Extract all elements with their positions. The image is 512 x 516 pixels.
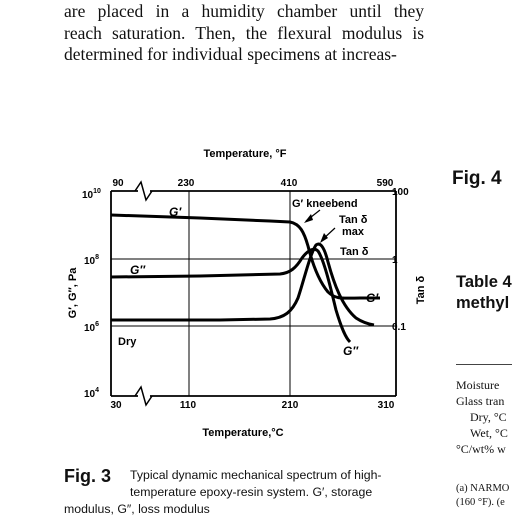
right-tick: 0.1 [392,322,406,333]
label-kneebend: G′ kneebend [292,198,358,210]
body-line: reach saturation. Then, the flexural modulus is [64,22,424,43]
right-tick: 100 [392,187,409,198]
bottom-tick: 310 [377,400,395,411]
table-row: Dry, °C [470,410,507,424]
left-tick [84,387,99,400]
series-tan-delta [111,244,374,325]
right-fig-label: Fig. 4 [452,168,502,189]
left-tick [84,254,99,267]
body-line: determined for individual specimens at increas- [64,44,397,64]
table-row: Glass tran [456,394,505,408]
svg-text:1010: $10^{10}$ [82,188,101,201]
svg-text:106: $10^6$ [84,321,100,334]
label-g-dprime-right: G″ [343,344,359,358]
right-footnote [456,482,509,510]
bottom-tick: 30 [110,400,122,411]
top-tick: 90 [112,178,124,189]
top-tick: 230 [177,178,195,189]
kneebend-arrowhead [304,214,313,223]
tanmax-arrowhead [320,233,328,243]
bottom-tick: 110 [179,400,197,411]
label-tan-delta: Tan δ [340,246,369,258]
right-tick: 1 [392,255,398,266]
right-table-rows [456,377,508,457]
caption-line-3: modulus, G″, loss modulus [64,502,210,516]
left-tick [84,321,99,334]
label-g-prime-left: G′ [169,205,182,219]
right-axis-label: Tan δ [415,275,427,305]
table-label-line: Table 4 [456,273,512,291]
bottom-axis-label: Temperature,°C [202,427,284,439]
footnote-line: (160 °F). (e [456,497,505,508]
top-axis-label: Temperature, °F [203,148,287,160]
table-label-line: methyl [456,294,510,312]
top-tick: 410 [280,178,298,189]
label-tan-max-1: Tan δ [339,214,368,226]
caption-label: Fig. 3 [64,466,112,486]
left-axis-label: G′, G″, Pa [67,267,79,319]
table-row: °C/wt% w [456,442,506,456]
label-g-dprime-left: G″ [130,263,146,277]
svg-text:104: $10^4$ [84,387,100,400]
right-table-label [456,272,512,314]
table-rule [456,364,512,365]
svg-text:108: $10^8$ [84,254,100,267]
left-tick [82,188,101,201]
footnote-line: (a) NARMO [456,483,510,494]
caption-line-2: temperature epoxy-resin system. G′, storage [130,485,373,499]
table-row: Wet, °C [470,426,508,440]
label-dry: Dry [118,336,137,348]
caption-line-1: Typical dynamic mechanical spectrum of high- [130,468,382,482]
body-line: are placed in a humidity chamber until they [64,1,424,21]
table-row: Moisture [456,378,500,392]
label-g-prime-right: G′ [366,291,379,305]
top-tick: 590 [376,178,394,189]
bottom-tick: 210 [281,400,299,411]
label-tan-max-2: max [342,226,365,238]
